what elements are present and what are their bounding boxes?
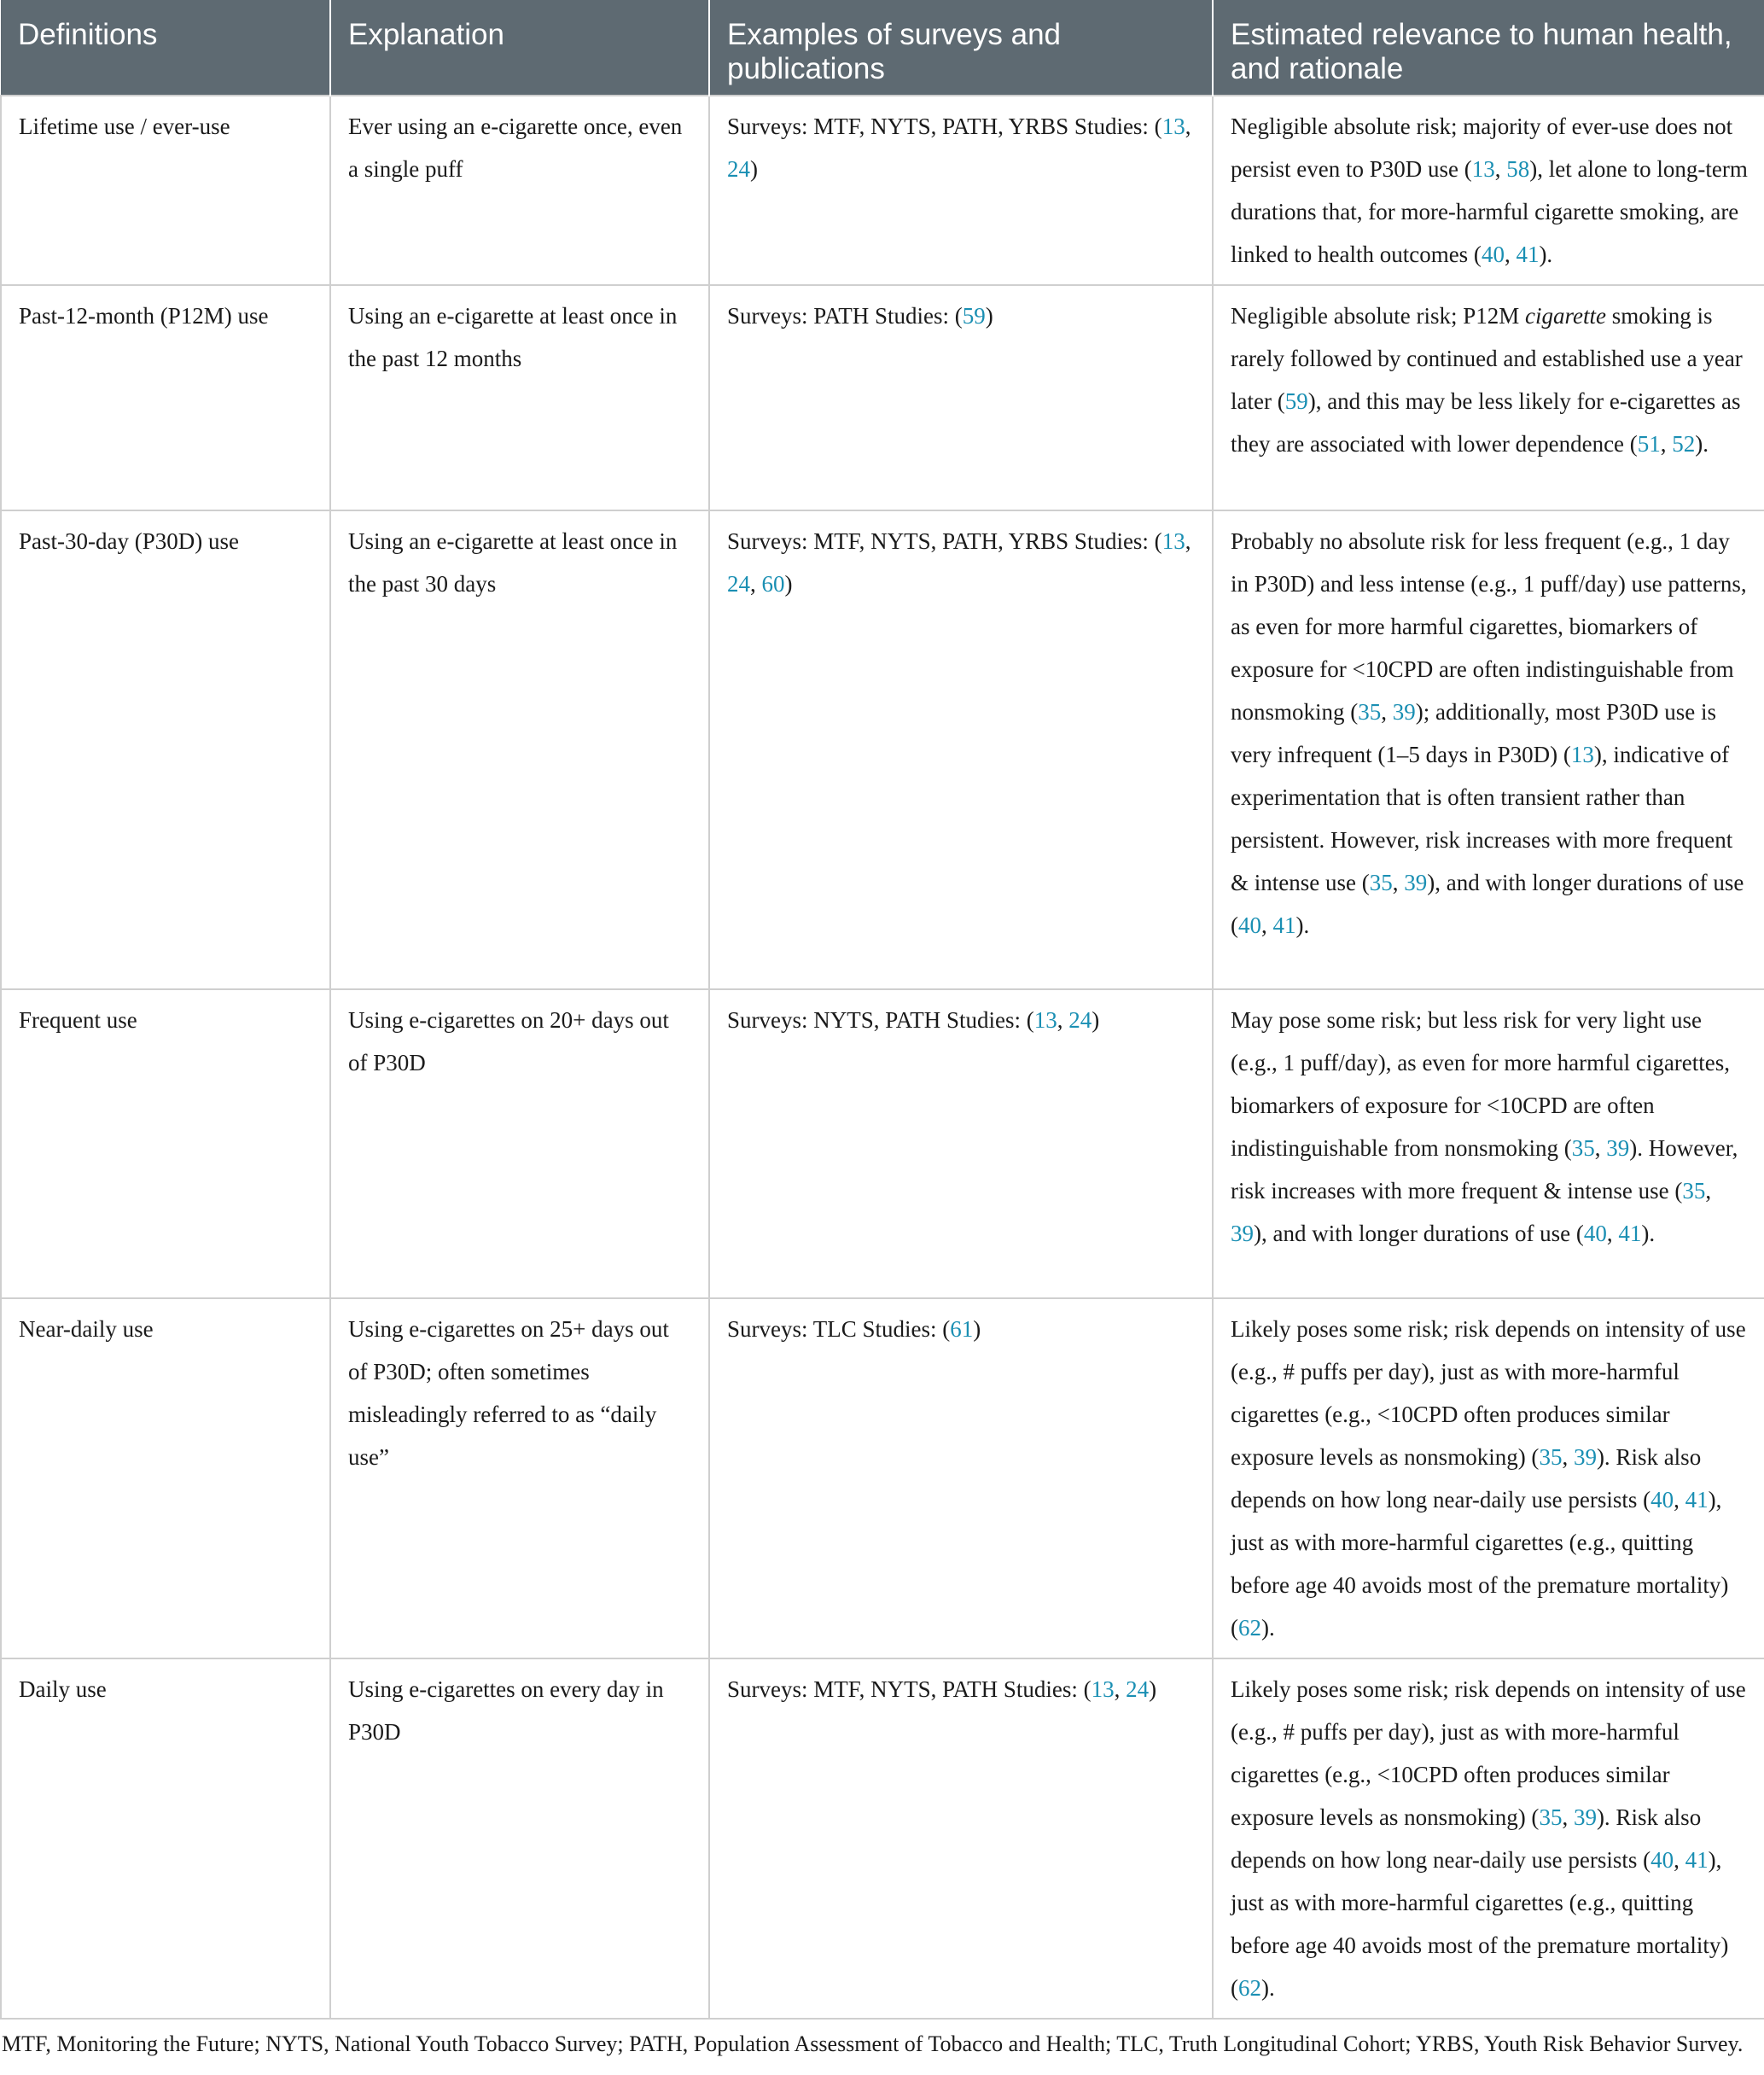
table-row xyxy=(1,96,1764,285)
header-explanation: Explanation xyxy=(330,0,709,96)
reference-link[interactable]: 24 xyxy=(1126,1676,1150,1702)
cell-explanation: Using e-cigarettes on 25+ days out of P30D; often sometimes misleadingly referred to as “daily use” xyxy=(330,1298,709,1658)
table-body xyxy=(1,96,1764,2019)
table-row xyxy=(1,1658,1764,2019)
cell-examples xyxy=(709,1658,1213,2019)
cell-explanation: Using an e-cigarette at least once in the past 12 months xyxy=(330,285,709,510)
text-segment: Surveys: NYTS, PATH Studies: ( xyxy=(727,1007,1034,1033)
text-segment: Likely poses some risk; risk depends on intensity of use (e.g., # puffs per day), just as with more-harmful cigarettes (e.g., <10CPD often produces similar exposure levels as nonsmoking) ( xyxy=(1231,1676,1746,1830)
text-segment: , xyxy=(1504,242,1517,267)
reference-link[interactable]: 41 xyxy=(1272,912,1296,938)
text-segment: ), and with longer durations of use ( xyxy=(1231,870,1744,938)
cell-explanation: Using e-cigarettes on 20+ days out of P30D xyxy=(330,989,709,1298)
table-footnote: MTF, Monitoring the Future; NYTS, National Youth Tobacco Survey; PATH, Population Assessment of Tobacco and Health; TLC, Truth Longitudinal Cohort; YRBS, Youth Risk Behavior Survey. xyxy=(2,2031,1744,2056)
cell-examples xyxy=(709,989,1213,1298)
text-segment: Negligible absolute risk; P12M xyxy=(1231,303,1525,329)
text-segment: ). xyxy=(1295,912,1310,938)
reference-link[interactable]: 13 xyxy=(1161,114,1185,139)
text-segment: ). xyxy=(1261,1615,1275,1641)
reference-link[interactable]: 39 xyxy=(1404,870,1428,895)
text-segment: , xyxy=(1494,156,1507,182)
text-segment: ), indicative of experimentation that is often transient rather than persistent. However, risk increases with more frequent & intense use ( xyxy=(1231,742,1733,895)
text-segment: , xyxy=(1674,1847,1685,1873)
cell-relevance xyxy=(1213,1298,1764,1658)
text-segment: ), and this may be less likely for e-cigarettes as they are associated with lower dependence ( xyxy=(1231,388,1741,457)
reference-link[interactable]: 60 xyxy=(761,571,785,597)
reference-link[interactable]: 51 xyxy=(1637,431,1661,457)
cell-examples xyxy=(709,510,1213,989)
reference-link[interactable]: 39 xyxy=(1231,1221,1254,1246)
cell-explanation: Using an e-cigarette at least once in the past 30 days xyxy=(330,510,709,989)
reference-link[interactable]: 39 xyxy=(1606,1135,1630,1161)
text-segment: , xyxy=(1562,1444,1574,1470)
text-segment: , xyxy=(1392,870,1405,895)
reference-link[interactable]: 40 xyxy=(1650,1847,1674,1873)
table-row xyxy=(1,1298,1764,1658)
cell-relevance xyxy=(1213,285,1764,510)
reference-link[interactable]: 59 xyxy=(1284,388,1308,414)
reference-link[interactable]: 24 xyxy=(727,571,750,597)
text-segment: ), let alone to long-term durations that, for more-harmful cigarette smoking, are linked to health outcomes ( xyxy=(1231,156,1748,267)
text-segment: Surveys: MTF, NYTS, PATH, YRBS Studies: ( xyxy=(727,528,1162,554)
text-segment: Surveys: MTF, NYTS, PATH Studies: ( xyxy=(727,1676,1092,1702)
header-row xyxy=(1,0,1764,96)
cell-definition: Frequent use xyxy=(1,989,330,1298)
text-segment: , xyxy=(1705,1178,1712,1204)
reference-link[interactable]: 24 xyxy=(727,156,750,182)
reference-link[interactable]: 39 xyxy=(1573,1804,1597,1830)
cell-explanation: Using e-cigarettes on every day in P30D xyxy=(330,1658,709,2019)
reference-link[interactable]: 13 xyxy=(1161,528,1185,554)
table-row xyxy=(1,510,1764,989)
text-segment: ). xyxy=(1641,1221,1656,1246)
reference-link[interactable]: 52 xyxy=(1672,431,1696,457)
cell-examples xyxy=(709,1298,1213,1658)
text-segment: , xyxy=(1057,1007,1069,1033)
text-segment: May pose some risk; but less risk for very light use (e.g., 1 puff/day), as even for more harmful cigarettes, biomarkers of exposure for <10CPD are often indistinguishable from nonsmoking ( xyxy=(1231,1007,1731,1161)
header-relevance: Estimated relevance to human health, and rationale xyxy=(1213,0,1764,96)
reference-link[interactable]: 41 xyxy=(1516,242,1540,267)
text-segment: ). xyxy=(1539,242,1553,267)
table-header xyxy=(1,0,1764,96)
reference-link[interactable]: 59 xyxy=(962,303,986,329)
text-segment: Negligible absolute risk; majority of ever-use does not persist even to P30D use ( xyxy=(1231,114,1733,182)
reference-link[interactable]: 35 xyxy=(1369,870,1393,895)
text-segment: ) xyxy=(750,156,758,182)
text-segment: ). Risk also depends on how long near-daily use persists ( xyxy=(1231,1444,1702,1513)
text-segment: smoking is rarely followed by continued and established use a year later ( xyxy=(1231,303,1743,414)
reference-link[interactable]: 35 xyxy=(1539,1444,1563,1470)
cell-examples xyxy=(709,96,1213,285)
text-segment: ). xyxy=(1695,431,1709,457)
cell-relevance xyxy=(1213,1658,1764,2019)
text-segment: , xyxy=(1185,528,1191,554)
cell-definition: Past-12-month (P12M) use xyxy=(1,285,330,510)
reference-link[interactable]: 62 xyxy=(1238,1975,1261,2001)
table-row xyxy=(1,989,1764,1298)
text-segment: ). However, risk increases with more frequent & intense use ( xyxy=(1231,1135,1738,1204)
reference-link[interactable]: 13 xyxy=(1033,1007,1057,1033)
cell-relevance xyxy=(1213,96,1764,285)
text-segment: , xyxy=(1606,1221,1619,1246)
header-examples: Examples of surveys and publications xyxy=(709,0,1213,96)
text-segment: , xyxy=(1562,1804,1574,1830)
text-segment: ); additionally, most P30D use is very infrequent (1–5 days in P30D) ( xyxy=(1231,699,1717,767)
reference-link[interactable]: 35 xyxy=(1358,699,1382,725)
cell-relevance xyxy=(1213,989,1764,1298)
text-segment: Surveys: TLC Studies: ( xyxy=(727,1316,951,1342)
text-segment: ), and with longer durations of use ( xyxy=(1254,1221,1584,1246)
text-segment: ) xyxy=(1149,1676,1157,1702)
text-segment: Surveys: PATH Studies: ( xyxy=(727,303,963,329)
text-segment: ), just as with more-harmful cigarettes (e.g., quitting before age 40 avoids most of the premature mortality) ( xyxy=(1231,1847,1729,2001)
text-segment: Surveys: MTF, NYTS, PATH, YRBS Studies: ( xyxy=(727,114,1162,139)
text-segment: ) xyxy=(1092,1007,1100,1033)
italic-text: cigarette xyxy=(1524,303,1606,329)
header-definitions: Definitions xyxy=(1,0,330,96)
reference-link[interactable]: 40 xyxy=(1583,1221,1607,1246)
text-segment: , xyxy=(1261,912,1273,938)
reference-link[interactable]: 62 xyxy=(1238,1615,1261,1641)
text-segment: , xyxy=(1381,699,1393,725)
text-segment: ) xyxy=(784,571,793,597)
reference-link[interactable]: 39 xyxy=(1573,1444,1597,1470)
reference-link[interactable]: 40 xyxy=(1481,242,1505,267)
reference-link[interactable]: 61 xyxy=(950,1316,974,1342)
text-segment: ), just as with more-harmful cigarettes (e.g., quitting before age 40 avoids most of the premature mortality) ( xyxy=(1231,1487,1729,1641)
cell-definition: Daily use xyxy=(1,1658,330,2019)
text-segment: Probably no absolute risk for less frequent (e.g., 1 day in P30D) and less intense (e.g., 1 puff/day) use patterns, as even for more harmful cigarettes, biomarkers of exposure for <10CPD are often indistinguishable from nonsmoking ( xyxy=(1231,528,1747,725)
reference-link[interactable]: 13 xyxy=(1570,742,1594,767)
reference-link[interactable]: 35 xyxy=(1682,1178,1706,1204)
text-segment: , xyxy=(1660,431,1673,457)
text-segment: Likely poses some risk; risk depends on intensity of use (e.g., # puffs per day), just as with more-harmful cigarettes (e.g., <10CPD often produces similar exposure levels as nonsmoking) ( xyxy=(1231,1316,1746,1470)
text-segment: , xyxy=(1114,1676,1127,1702)
reference-link[interactable]: 39 xyxy=(1392,699,1416,725)
table-row xyxy=(1,285,1764,510)
text-segment: ) xyxy=(985,303,993,329)
text-segment: ) xyxy=(973,1316,981,1342)
cell-definition: Near-daily use xyxy=(1,1298,330,1658)
cell-relevance xyxy=(1213,510,1764,989)
reference-link[interactable]: 35 xyxy=(1571,1135,1595,1161)
text-segment: ). Risk also depends on how long near-daily use persists ( xyxy=(1231,1804,1702,1873)
cell-definition: Past-30-day (P30D) use xyxy=(1,510,330,989)
cell-explanation: Ever using an e-cigarette once, even a single puff xyxy=(330,96,709,285)
text-segment: ). xyxy=(1261,1975,1275,2001)
reference-link[interactable]: 13 xyxy=(1471,156,1495,182)
reference-link[interactable]: 41 xyxy=(1685,1847,1709,1873)
reference-link[interactable]: 40 xyxy=(1238,912,1261,938)
reference-link[interactable]: 58 xyxy=(1506,156,1530,182)
text-segment: , xyxy=(1674,1487,1685,1513)
cell-examples xyxy=(709,285,1213,510)
reference-link[interactable]: 40 xyxy=(1650,1487,1674,1513)
cell-definition: Lifetime use / ever-use xyxy=(1,96,330,285)
text-segment: , xyxy=(750,571,762,597)
text-segment: , xyxy=(1185,114,1191,139)
text-segment: , xyxy=(1594,1135,1607,1161)
reference-link[interactable]: 41 xyxy=(1618,1221,1642,1246)
reference-link[interactable]: 41 xyxy=(1685,1487,1709,1513)
reference-link[interactable]: 24 xyxy=(1068,1007,1092,1033)
reference-link[interactable]: 13 xyxy=(1091,1676,1115,1702)
reference-link[interactable]: 35 xyxy=(1539,1804,1563,1830)
